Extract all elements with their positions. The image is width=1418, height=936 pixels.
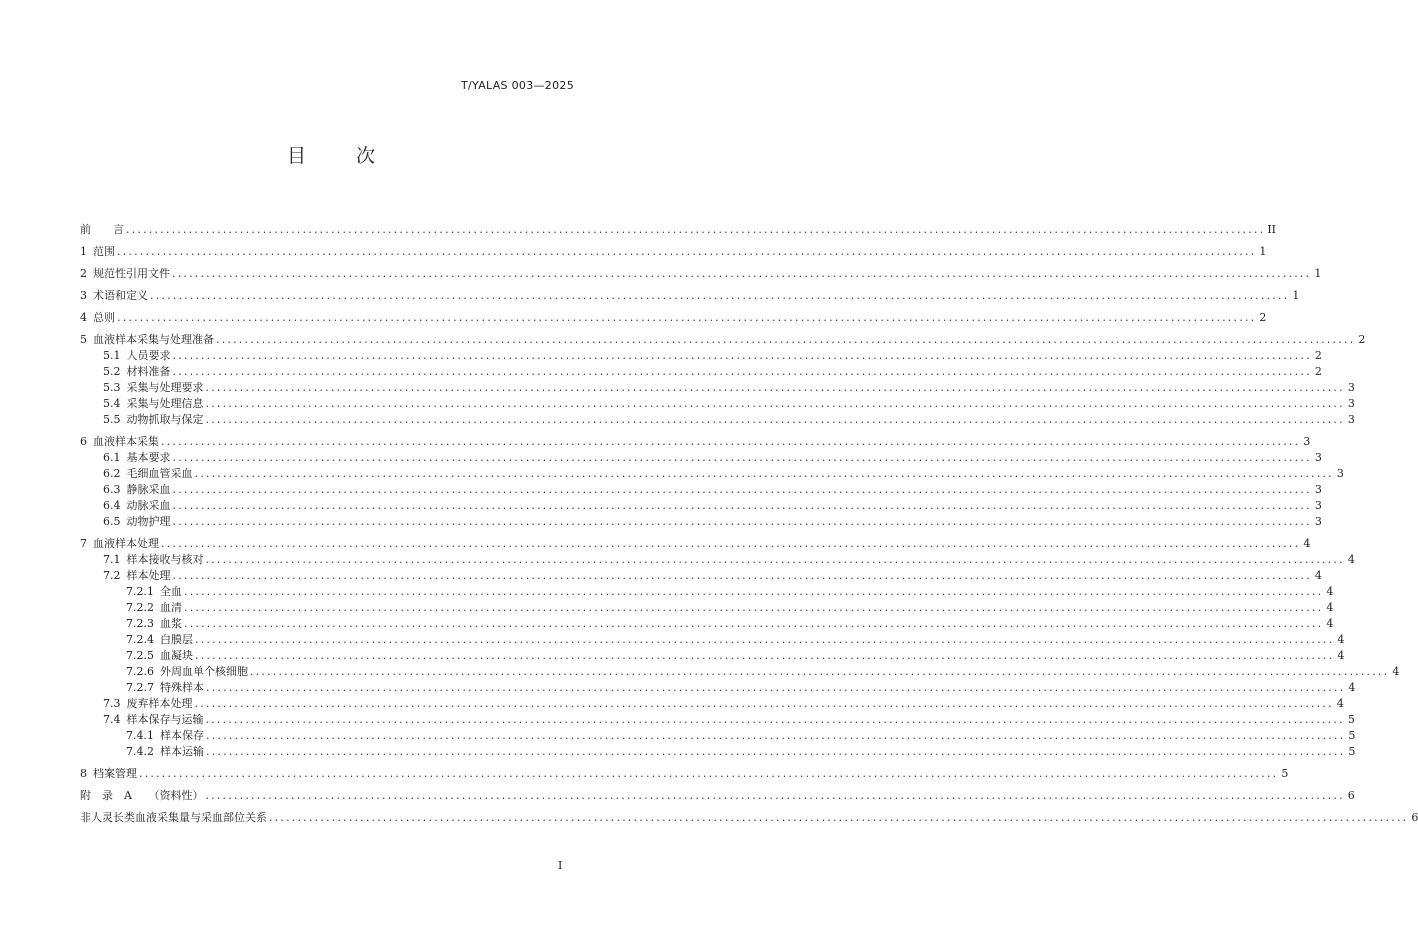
- toc-entry-text: 毛细血管采血: [126, 467, 193, 480]
- toc-dot-leader: ........................................................................................................................................................................................................: [161, 435, 1301, 448]
- toc-dot-leader: ........................................................................................................................................................................................................: [206, 745, 1346, 758]
- toc-entry-number: 6.1: [103, 451, 121, 464]
- toc-entry-text: 全血: [160, 585, 182, 598]
- toc-dot-leader: ........................................................................................................................................................................................................: [195, 649, 1335, 662]
- toc-entry-number: 5.1: [103, 349, 121, 362]
- toc-dot-leader: ........................................................................................................................................................................................................: [172, 569, 1312, 582]
- toc-entry[interactable]: [80, 311, 1267, 324]
- toc-entry-page: 2: [1358, 333, 1366, 346]
- toc-entry[interactable]: [80, 499, 1322, 512]
- toc-entry-label: [80, 312, 115, 323]
- toc-entry-page: 3: [1314, 499, 1322, 512]
- toc-entry-number: 7.2.3: [126, 617, 154, 630]
- toc-entry-number: 7.2.5: [126, 649, 154, 662]
- toc-dot-leader: ........................................................................................................................................................................................................: [150, 289, 1290, 302]
- toc-dot-leader: ........................................................................................................................................................................................................: [126, 223, 1266, 236]
- toc-entry[interactable]: [80, 397, 1355, 410]
- toc-entry-text: 采集与处理信息: [126, 397, 204, 410]
- toc-entry-page: 5: [1281, 767, 1289, 780]
- toc-dot-leader: ........................................................................................................................................................................................................: [194, 697, 1334, 710]
- toc-dot-leader: ........................................................................................................................................................................................................: [172, 451, 1312, 464]
- toc-dot-leader: ........................................................................................................................................................................................................: [172, 483, 1312, 496]
- toc-entry-number: 7.4: [103, 713, 121, 726]
- toc-entry-label: [80, 334, 214, 345]
- toc-dot-leader: ........................................................................................................................................................................................................: [117, 311, 1257, 324]
- toc-entry-number: 7.2.4: [126, 633, 154, 646]
- toc-entry-page: 3: [1347, 397, 1355, 410]
- toc-entry-text: 血清: [160, 601, 182, 614]
- toc-entry-text: 术语和定义: [93, 289, 148, 302]
- toc-dot-leader: ........................................................................................................................................................................................................: [250, 665, 1390, 678]
- toc-entry-number: 3: [80, 289, 87, 302]
- toc-entry[interactable]: [80, 649, 1345, 662]
- toc-entry[interactable]: [80, 223, 1277, 236]
- toc-entry-label: [80, 790, 203, 801]
- toc-entry-label: [126, 666, 248, 677]
- toc-entry-number: 8: [80, 767, 87, 780]
- toc-entry-number: 7: [80, 537, 87, 550]
- toc-entry-number: 7.1: [103, 553, 121, 566]
- toc-entry-number: 6.5: [103, 515, 121, 528]
- toc-entry-text: 血浆: [160, 617, 182, 630]
- toc-entry[interactable]: [80, 483, 1322, 496]
- toc-entry-page: 2: [1314, 365, 1322, 378]
- toc-entry[interactable]: [80, 467, 1344, 480]
- toc-entry-label: [103, 468, 193, 479]
- toc-entry-text: 动物护理: [126, 515, 171, 528]
- toc-entry-page: 2: [1259, 311, 1267, 324]
- toc-entry-text: 血液样本采集与处理准备: [93, 333, 214, 346]
- toc-entry-page: 3: [1314, 515, 1322, 528]
- toc-dot-leader: ........................................................................................................................................................................................................: [205, 553, 1345, 566]
- toc-dot-leader: ........................................................................................................................................................................................................: [205, 397, 1345, 410]
- toc-entry[interactable]: [80, 745, 1356, 758]
- toc-entry-number: 7.4.1: [126, 729, 154, 742]
- toc-dot-leader: ........................................................................................................................................................................................................: [195, 633, 1335, 646]
- toc-dot-leader: ........................................................................................................................................................................................................: [161, 537, 1301, 550]
- toc-entry[interactable]: [80, 697, 1344, 710]
- toc-entry-label: [80, 290, 148, 301]
- toc-entry-page: 4: [1326, 601, 1334, 614]
- toc-entry-number: 5.4: [103, 397, 121, 410]
- toc-entry-page: 3: [1347, 413, 1355, 426]
- toc-entry-text: 静脉采血: [126, 483, 171, 496]
- toc-entry-label: [103, 516, 171, 527]
- toc-entry[interactable]: [80, 537, 1311, 550]
- toc-entry-label: [103, 414, 204, 425]
- toc-entry-text: 动物抓取与保定: [126, 413, 204, 426]
- toc-entry-text: 血液样本采集: [93, 435, 159, 448]
- toc-entry[interactable]: [80, 729, 1356, 742]
- toc-entry-text: 白膜层: [160, 633, 193, 646]
- toc-entry-text: 动脉采血: [126, 499, 171, 512]
- toc-entry-text: 样本保存: [160, 729, 204, 742]
- toc-dot-leader: ........................................................................................................................................................................................................: [205, 713, 1345, 726]
- toc-entry[interactable]: [80, 435, 1311, 448]
- toc-dot-leader: ........................................................................................................................................................................................................: [205, 413, 1345, 426]
- toc-dot-leader: ........................................................................................................................................................................................................: [172, 349, 1312, 362]
- toc-entry-page: 4: [1314, 569, 1322, 582]
- toc-entry-label: [103, 398, 204, 409]
- toc-entry-label: [126, 730, 204, 741]
- toc-entry-label: [103, 714, 204, 725]
- toc-entry-label: [126, 618, 182, 629]
- toc-entry-number: 5.3: [103, 381, 121, 394]
- toc-entry-text: 附 录 A （资料性）: [80, 789, 204, 802]
- toc-entry-number: 7.2.6: [126, 665, 154, 678]
- toc-entry-text: 档案管理: [93, 767, 137, 780]
- toc-entry-label: [126, 602, 182, 613]
- toc-entry-number: 7.2: [103, 569, 121, 582]
- toc-entry-label: [103, 554, 204, 565]
- toc-entry[interactable]: [80, 767, 1289, 780]
- toc-entry-number: 6.3: [103, 483, 121, 496]
- toc-dot-leader: ........................................................................................................................................................................................................: [206, 681, 1346, 694]
- toc-entry-number: 7.3: [103, 697, 121, 710]
- toc-entry-page: II: [1267, 223, 1277, 236]
- toc-entry-label: [80, 436, 159, 447]
- toc-dot-leader: ........................................................................................................................................................................................................: [117, 245, 1257, 258]
- toc-entry-label: [103, 452, 171, 463]
- toc-entry-text: 样本接收与核对: [126, 553, 204, 566]
- toc-entry-number: 7.2.2: [126, 601, 154, 614]
- toc-entry-label: [103, 698, 193, 709]
- toc-dot-leader: ........................................................................................................................................................................................................: [184, 617, 1324, 630]
- toc-entry[interactable]: [80, 585, 1334, 598]
- toc-entry-page: 3: [1347, 381, 1355, 394]
- toc-entry-number: 7.2.7: [126, 681, 154, 694]
- toc-entry-number: 7.2.1: [126, 585, 154, 598]
- toc-entry-label: [126, 682, 204, 693]
- toc-entry-number: 1: [80, 245, 87, 258]
- toc-entry[interactable]: [80, 349, 1322, 362]
- toc-entry-text: 前 言: [80, 223, 124, 236]
- toc-entry-number: 2: [80, 267, 87, 280]
- toc-entry-number: 5.5: [103, 413, 121, 426]
- toc-dot-leader: ........................................................................................................................................................................................................: [205, 789, 1345, 802]
- toc-entry[interactable]: [80, 665, 1400, 678]
- toc-entry-number: 4: [80, 311, 87, 324]
- toc-dot-leader: ........................................................................................................................................................................................................: [205, 381, 1345, 394]
- toc-entry-page: 2: [1314, 349, 1322, 362]
- toc-entry-page: 3: [1314, 483, 1322, 496]
- toc-entry-label: [80, 246, 115, 257]
- toc-dot-leader: ........................................................................................................................................................................................................: [216, 333, 1356, 346]
- toc-entry-text: 外周血单个核细胞: [160, 665, 248, 678]
- toc-entry-text: 血凝块: [160, 649, 193, 662]
- page-number: I: [558, 859, 563, 872]
- toc-entry-page: 3: [1314, 451, 1322, 464]
- toc-entry-label: [80, 224, 124, 235]
- toc-dot-leader: ........................................................................................................................................................................................................: [172, 365, 1312, 378]
- toc-entry-number: 6: [80, 435, 87, 448]
- toc-entry-label: [80, 538, 159, 549]
- toc-entry-page: 3: [1336, 467, 1344, 480]
- toc-entry-label: [103, 484, 171, 495]
- toc-entry[interactable]: [80, 333, 1366, 346]
- toc-entry-text: 基本要求: [126, 451, 171, 464]
- toc-entry-text: 规范性引用文件: [93, 267, 170, 280]
- toc-entry-text: 非人灵长类血液采集量与采血部位关系: [80, 811, 267, 824]
- toc-entry[interactable]: [80, 267, 1322, 280]
- toc-entry-page: 4: [1337, 649, 1345, 662]
- toc-dot-leader: ........................................................................................................................................................................................................: [172, 499, 1312, 512]
- toc-entry[interactable]: [80, 681, 1356, 694]
- toc-entry-page: 4: [1392, 665, 1400, 678]
- toc-entry[interactable]: [80, 381, 1355, 394]
- toc-entry-page: 1: [1259, 245, 1267, 258]
- toc-entry[interactable]: [80, 553, 1355, 566]
- toc-entry-label: [126, 586, 182, 597]
- toc-entry-number: 6.2: [103, 467, 121, 480]
- toc-dot-leader: ........................................................................................................................................................................................................: [206, 729, 1346, 742]
- toc-dot-leader: ........................................................................................................................................................................................................: [184, 585, 1324, 598]
- toc-entry-text: 范围: [93, 245, 115, 258]
- page-title: 目 次: [286, 145, 398, 167]
- toc-entry-page: 1: [1314, 267, 1322, 280]
- toc-entry-page: 4: [1347, 553, 1355, 566]
- toc-dot-leader: ........................................................................................................................................................................................................: [172, 267, 1312, 280]
- toc-entry-label: [103, 570, 171, 581]
- toc-entry-page: 4: [1303, 537, 1311, 550]
- toc-entry[interactable]: [80, 713, 1355, 726]
- toc-entry-page: 6: [1411, 811, 1418, 824]
- toc-entry-page: 5: [1348, 729, 1356, 742]
- toc-entry-label: [103, 500, 171, 511]
- toc-entry-label: [80, 268, 170, 279]
- toc-entry-label: [80, 768, 137, 779]
- table-of-contents: [80, 223, 1418, 824]
- toc-entry-page: 1: [1292, 289, 1300, 302]
- toc-entry-label: [103, 366, 171, 377]
- toc-entry-page: 4: [1337, 633, 1345, 646]
- document-code: T/YALAS 003—2025: [461, 79, 574, 92]
- toc-entry[interactable]: [80, 617, 1334, 630]
- toc-entry[interactable]: [80, 289, 1300, 302]
- toc-entry[interactable]: [80, 569, 1322, 582]
- toc-dot-leader: ........................................................................................................................................................................................................: [172, 515, 1312, 528]
- toc-entry-page: 6: [1347, 789, 1355, 802]
- toc-entry-label: [126, 746, 204, 757]
- toc-entry-text: 特殊样本: [160, 681, 204, 694]
- toc-entry-number: 5: [80, 333, 87, 346]
- toc-entry-text: 样本处理: [126, 569, 171, 582]
- toc-entry-page: 3: [1303, 435, 1311, 448]
- toc-dot-leader: ........................................................................................................................................................................................................: [194, 467, 1334, 480]
- toc-entry-number: 5.2: [103, 365, 121, 378]
- toc-entry-text: 材料准备: [126, 365, 171, 378]
- toc-entry-page: 4: [1336, 697, 1344, 710]
- toc-entry-text: 血液样本处理: [93, 537, 159, 550]
- toc-entry-label: [80, 812, 267, 823]
- toc-entry-page: 5: [1348, 745, 1356, 758]
- toc-entry[interactable]: [80, 811, 1418, 824]
- toc-entry[interactable]: [80, 413, 1355, 426]
- toc-entry-text: 样本运输: [160, 745, 204, 758]
- toc-entry-label: [103, 382, 204, 393]
- toc-entry-text: 废弃样本处理: [126, 697, 193, 710]
- toc-entry-label: [126, 650, 193, 661]
- toc-entry-label: [126, 634, 193, 645]
- toc-entry-number: 6.4: [103, 499, 121, 512]
- toc-entry-text: 样本保存与运输: [126, 713, 204, 726]
- toc-entry-page: 5: [1347, 713, 1355, 726]
- toc-entry[interactable]: [80, 451, 1322, 464]
- toc-entry[interactable]: [80, 789, 1355, 802]
- toc-entry-text: 总则: [93, 311, 115, 324]
- toc-dot-leader: ........................................................................................................................................................................................................: [184, 601, 1324, 614]
- toc-entry-label: [103, 350, 171, 361]
- toc-entry[interactable]: [80, 515, 1322, 528]
- toc-entry[interactable]: [80, 601, 1334, 614]
- toc-entry-text: 采集与处理要求: [126, 381, 204, 394]
- toc-dot-leader: ........................................................................................................................................................................................................: [269, 811, 1409, 824]
- toc-entry-text: 人员要求: [126, 349, 171, 362]
- toc-entry[interactable]: [80, 365, 1322, 378]
- toc-entry-page: 4: [1326, 585, 1334, 598]
- toc-entry-page: 4: [1326, 617, 1334, 630]
- toc-entry[interactable]: [80, 633, 1345, 646]
- toc-entry[interactable]: [80, 245, 1267, 258]
- toc-entry-number: 7.4.2: [126, 745, 154, 758]
- toc-entry-page: 4: [1348, 681, 1356, 694]
- toc-dot-leader: ........................................................................................................................................................................................................: [139, 767, 1279, 780]
